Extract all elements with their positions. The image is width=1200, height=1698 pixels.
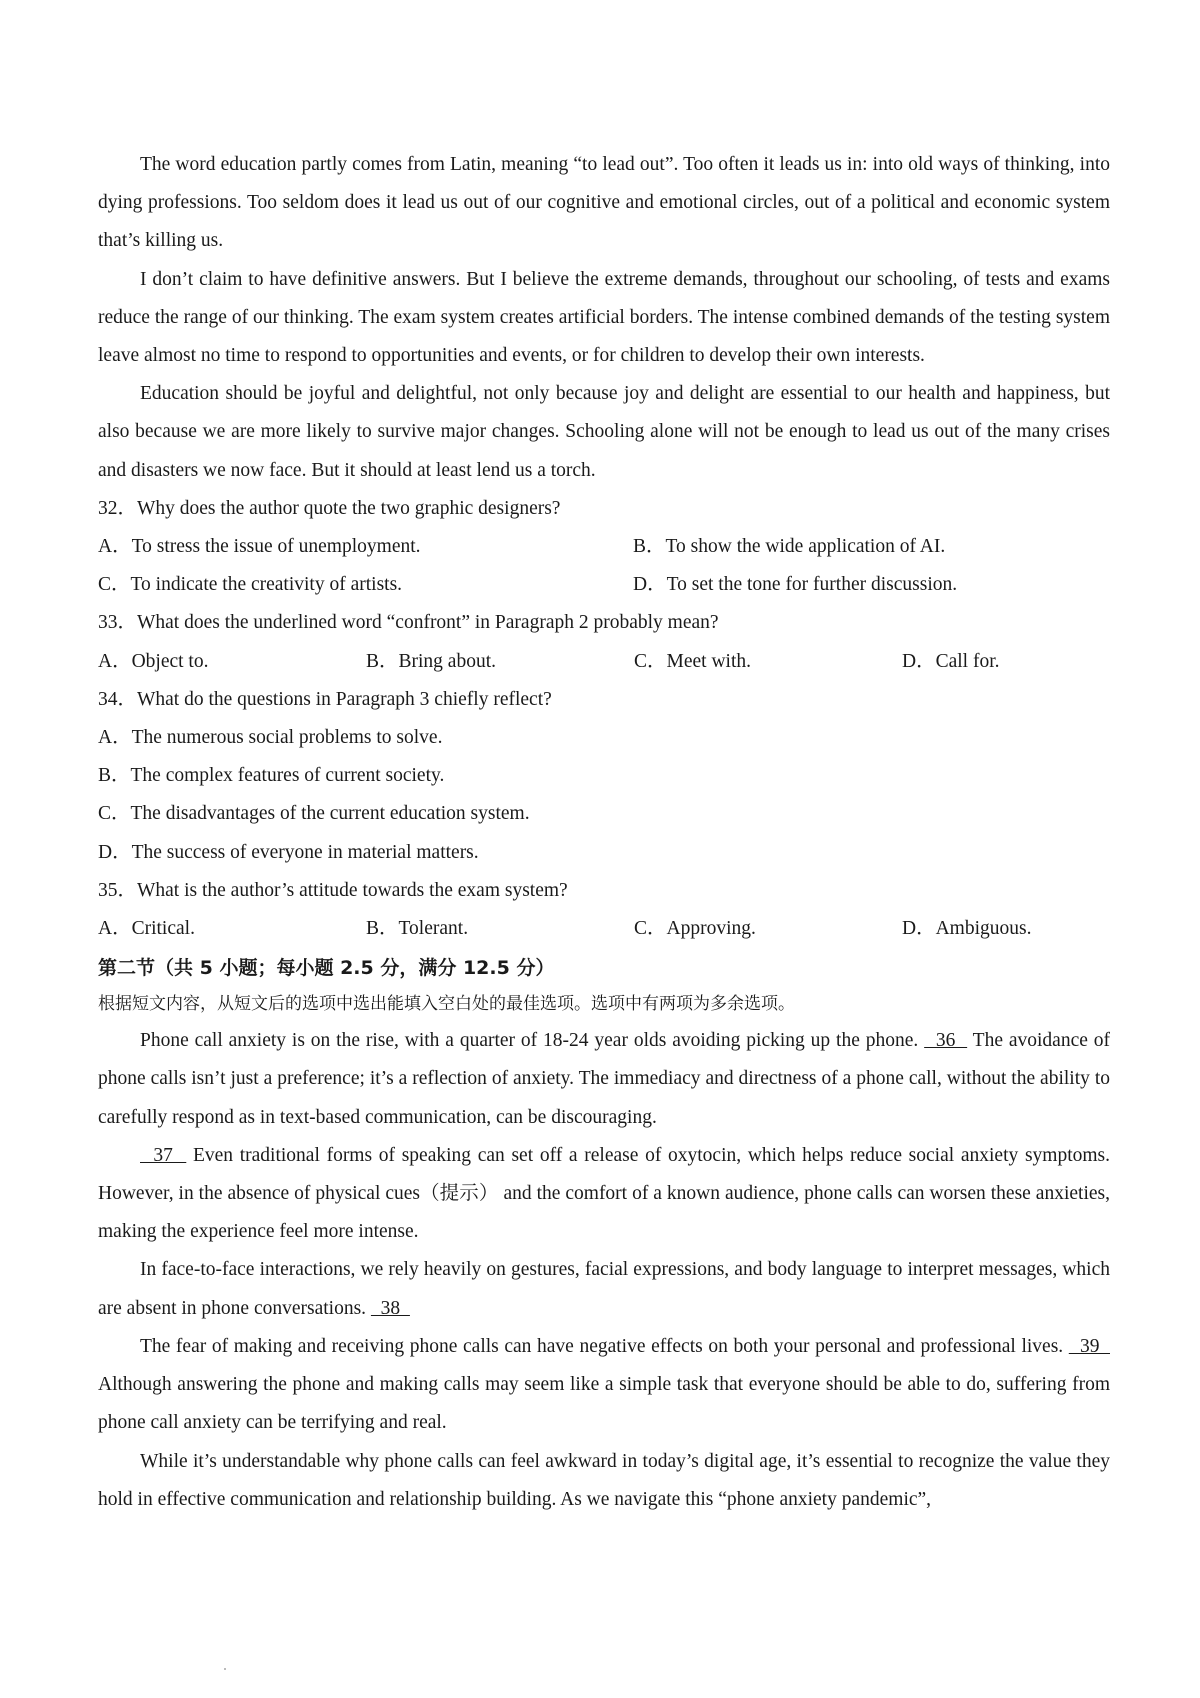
question-35-option-b: B．Tolerant. <box>366 918 469 940</box>
question-32-option-c: C．To indicate the creativity of artists. <box>98 574 403 596</box>
passage2-p2-text: Even traditional forms of speaking can set off a release of oxytocin, which helps reduce social anxiety symptoms. However, in the absence of physical cues（提示） and the comfort of a known audience, phone calls can worsen these anxieties, making the experience feel more intense. <box>98 1144 1110 1243</box>
passage2-paragraph-5: While it’s understandable why phone calls can feel awkward in today’s digital age, it’s essential to recognize the value they hold in effective communication and relationship building. As we navigate this “phone anxiety pandemic”, <box>98 1450 1110 1510</box>
question-33-option-d: D．Call for. <box>902 650 1000 672</box>
blank-39: 39 <box>1068 1335 1110 1357</box>
question-35-option-d: D．Ambiguous. <box>902 918 1032 940</box>
passage2-p4-text-a: The fear of making and receiving phone calls can have negative effects on both your personal and professional lives. <box>140 1335 1069 1357</box>
blank-38: 38 <box>370 1297 410 1319</box>
question-33-option-a: A．Object to. <box>98 650 209 672</box>
passage2-p3-text: In face-to-face interactions, we rely heavily on gestures, facial expressions, and body language to interpret messages, which are absent in phone conversations. <box>98 1259 1110 1319</box>
blank-36: 36 <box>924 1030 968 1052</box>
question-33-options <box>98 643 1110 681</box>
question-35-stem: 35．What is the author’s attitude towards the exam system? <box>98 879 568 901</box>
question-34-option-b: B．The complex features of current society. <box>98 765 445 787</box>
question-32-option-a: A．To stress the issue of unemployment. <box>98 536 421 558</box>
question-32-options-row-2 <box>98 566 1110 604</box>
passage2-paragraph-3 <box>98 1251 1110 1327</box>
passage2-paragraph-4 <box>98 1328 1110 1443</box>
passage2-p1-text-b: The avoidance of phone calls isn’t just a preference; it’s a reflection of anxiety. The immediacy and directness of a phone call, without the ability to carefully respond as in text-based communication, can be discouraging. <box>98 1030 1111 1128</box>
question-34-option-c: C．The disadvantages of the current education system. <box>98 803 530 825</box>
question-34-stem: 34．What do the questions in Paragraph 3 chiefly reflect? <box>98 688 552 710</box>
passage2-paragraph-1 <box>98 1022 1110 1137</box>
section-2-instruction: 根据短文内容，从短文后的选项中选出能填入空白处的最佳选项。选项中有两项为多余选项。 <box>98 994 795 1015</box>
passage2-p1-text-a: Phone call anxiety is on the rise, with a quarter of 18-24 year olds avoiding picking up the phone. <box>140 1030 925 1052</box>
question-34-option-d: D．The success of everyone in material matters. <box>98 841 479 863</box>
section-2-heading: 第二节（共 5 小题；每小题 2.5 分，满分 12.5 分） <box>98 957 555 980</box>
question-33-option-b: B．Bring about. <box>366 650 496 672</box>
question-35-options <box>98 910 1110 948</box>
scan-speck <box>224 1668 226 1670</box>
page-content <box>98 146 1110 1519</box>
passage2-p4-text-b: Although answering the phone and making calls may seem like a simple task that everyone should be able to do, suffering from phone call anxiety can be terrifying and real. <box>98 1374 1110 1434</box>
question-32-options-row-1 <box>98 528 1110 566</box>
question-32-option-b: B．To show the wide application of AI. <box>633 536 946 558</box>
question-32-option-d: D．To set the tone for further discussion. <box>633 574 958 596</box>
passage1-paragraph-1: The word education partly comes from Latin, meaning “to lead out”. Too often it leads us in: into old ways of thinking, into dying professions. Too seldom does it lead us out of our cognitive and emotional circles, out of a political and economic system that’s killing us. <box>98 154 1110 252</box>
question-33-stem: 33．What does the underlined word “confront” in Paragraph 2 probably mean? <box>98 612 719 634</box>
question-35-option-c: C．Approving. <box>634 918 756 940</box>
blank-37: 37 <box>140 1144 187 1166</box>
question-33-option-c: C．Meet with. <box>634 650 751 672</box>
passage2-paragraph-2 <box>98 1137 1110 1252</box>
passage1-paragraph-3: Education should be joyful and delightful, not only because joy and delight are essential to our health and happiness, but also because we are more likely to survive major changes. Schooling alone will not be enough to lead us out of the many crises and disasters we now face. But it should at least lend us a torch. <box>98 383 1110 481</box>
question-35-option-a: A．Critical. <box>98 918 195 940</box>
passage1-paragraph-2: I don’t claim to have definitive answers. But I believe the extreme demands, throughout our schooling, of tests and exams reduce the range of our thinking. The exam system creates artificial borders. The intense combined demands of the testing system leave almost no time to respond to opportunities and events, or for children to develop their own interests. <box>98 268 1110 367</box>
question-32-stem: 32．Why does the author quote the two graphic designers? <box>98 497 561 519</box>
question-34-option-a: A．The numerous social problems to solve. <box>98 727 443 749</box>
